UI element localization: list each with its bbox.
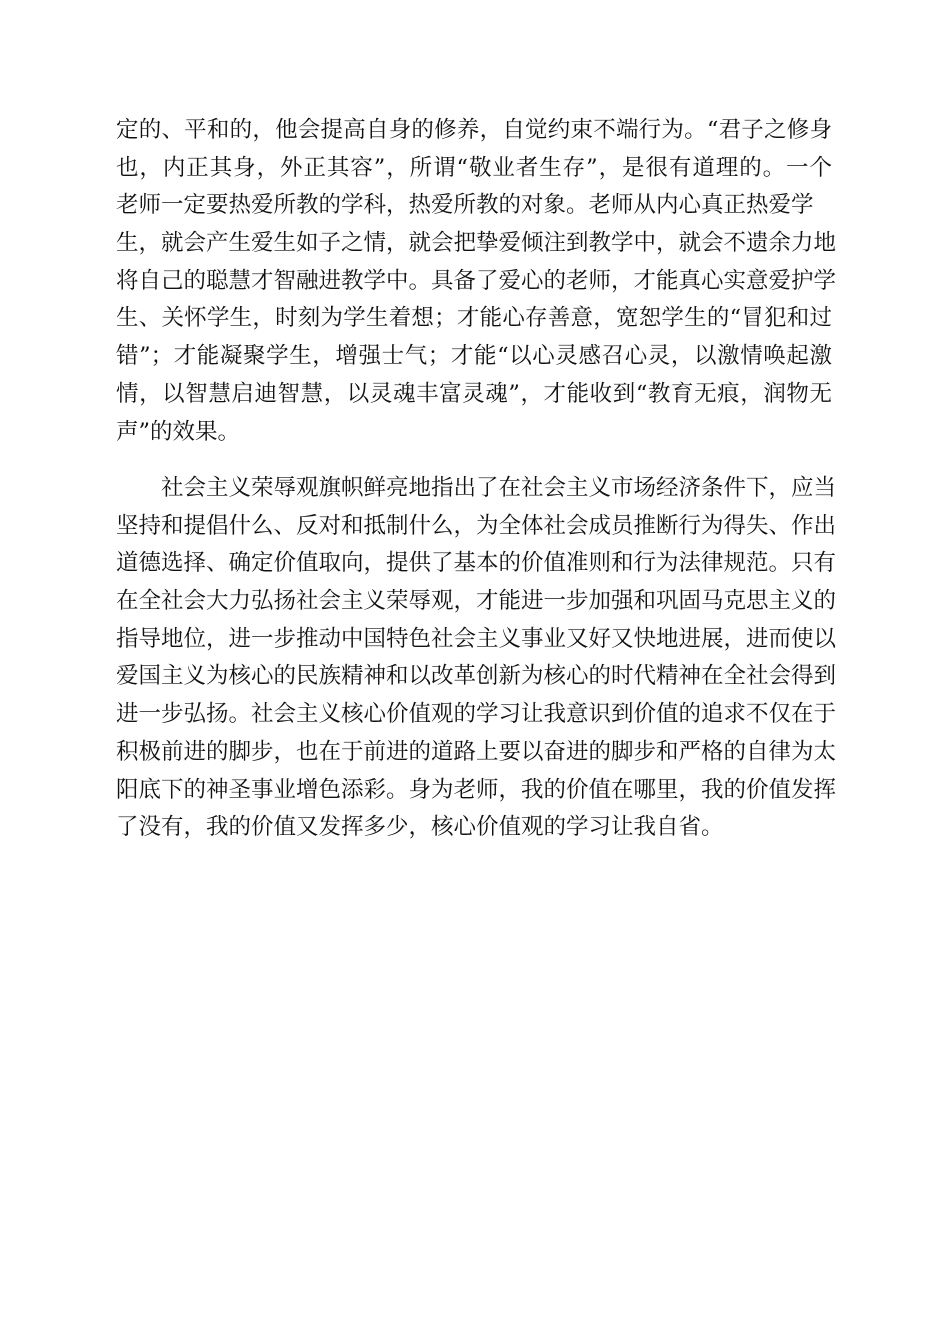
text-line: 在全社会大力弘扬社会主义荣辱观，才能进一步加强和巩固马克思主义的 xyxy=(116,588,837,615)
text-line: 社会主义荣辱观旗帜鲜亮地指出了在社会主义市场经济条件下，应当 xyxy=(161,475,837,501)
text-line: 情，以智慧启迪智慧，以灵魂丰富灵魂”，才能收到“教育无痕，润物无 xyxy=(116,380,832,407)
text-line: 也，内正其身，外正其容”，所谓“敬业者生存”，是很有道理的。一个 xyxy=(116,154,832,181)
text-line: 阳底下的神圣事业增色添彩。身为老师，我的价值在哪里，我的价值发挥 xyxy=(116,776,837,803)
text-line: 将自己的聪慧才智融进教学中。具备了爱心的老师，才能真心实意爱护学 xyxy=(116,267,837,294)
paragraph-2 xyxy=(116,470,837,847)
text-line: 爱国主义为核心的民族精神和以改革创新为核心的时代精神在全社会得到 xyxy=(116,663,837,690)
text-line: 生、关怀学生，时刻为学生着想；才能心存善意，宽恕学生的“冒犯和过 xyxy=(116,305,832,332)
text-line: 指导地位，进一步推动中国特色社会主义事业又好又快地进展，进而使以 xyxy=(116,625,837,652)
text-line: 积极前进的脚步，也在于前进的道路上要以奋进的脚步和严格的自律为太 xyxy=(116,738,837,765)
paragraph-1 xyxy=(116,112,837,451)
text-line: 错”；才能凝聚学生，增强士气；才能“以心灵感召心灵，以激情唤起激 xyxy=(116,343,832,370)
text-line: 坚持和提倡什么、反对和抵制什么，为全体社会成员推断行为得失、作出 xyxy=(116,512,837,539)
text-line: 老师一定要热爱所教的学科，热爱所教的对象。老师从内心真正热爱学 xyxy=(116,192,814,219)
text-line: 生，就会产生爱生如子之情，就会把挚爱倾注到教学中，就会不遗余力地 xyxy=(116,230,837,257)
text-line: 声”的效果。 xyxy=(116,418,241,445)
text-line: 定的、平和的，他会提高自身的修养，自觉约束不端行为。“君子之修身 xyxy=(116,117,832,143)
text-line: 进一步弘扬。社会主义核心价值观的学习让我意识到价值的追求不仅在于 xyxy=(116,701,837,728)
text-line: 了没有，我的价值又发挥多少，核心价值观的学习让我自省。 xyxy=(116,814,724,841)
text-line: 道德选择、确定价值取向，提供了基本的价值准则和行为法律规范。只有 xyxy=(116,550,837,577)
